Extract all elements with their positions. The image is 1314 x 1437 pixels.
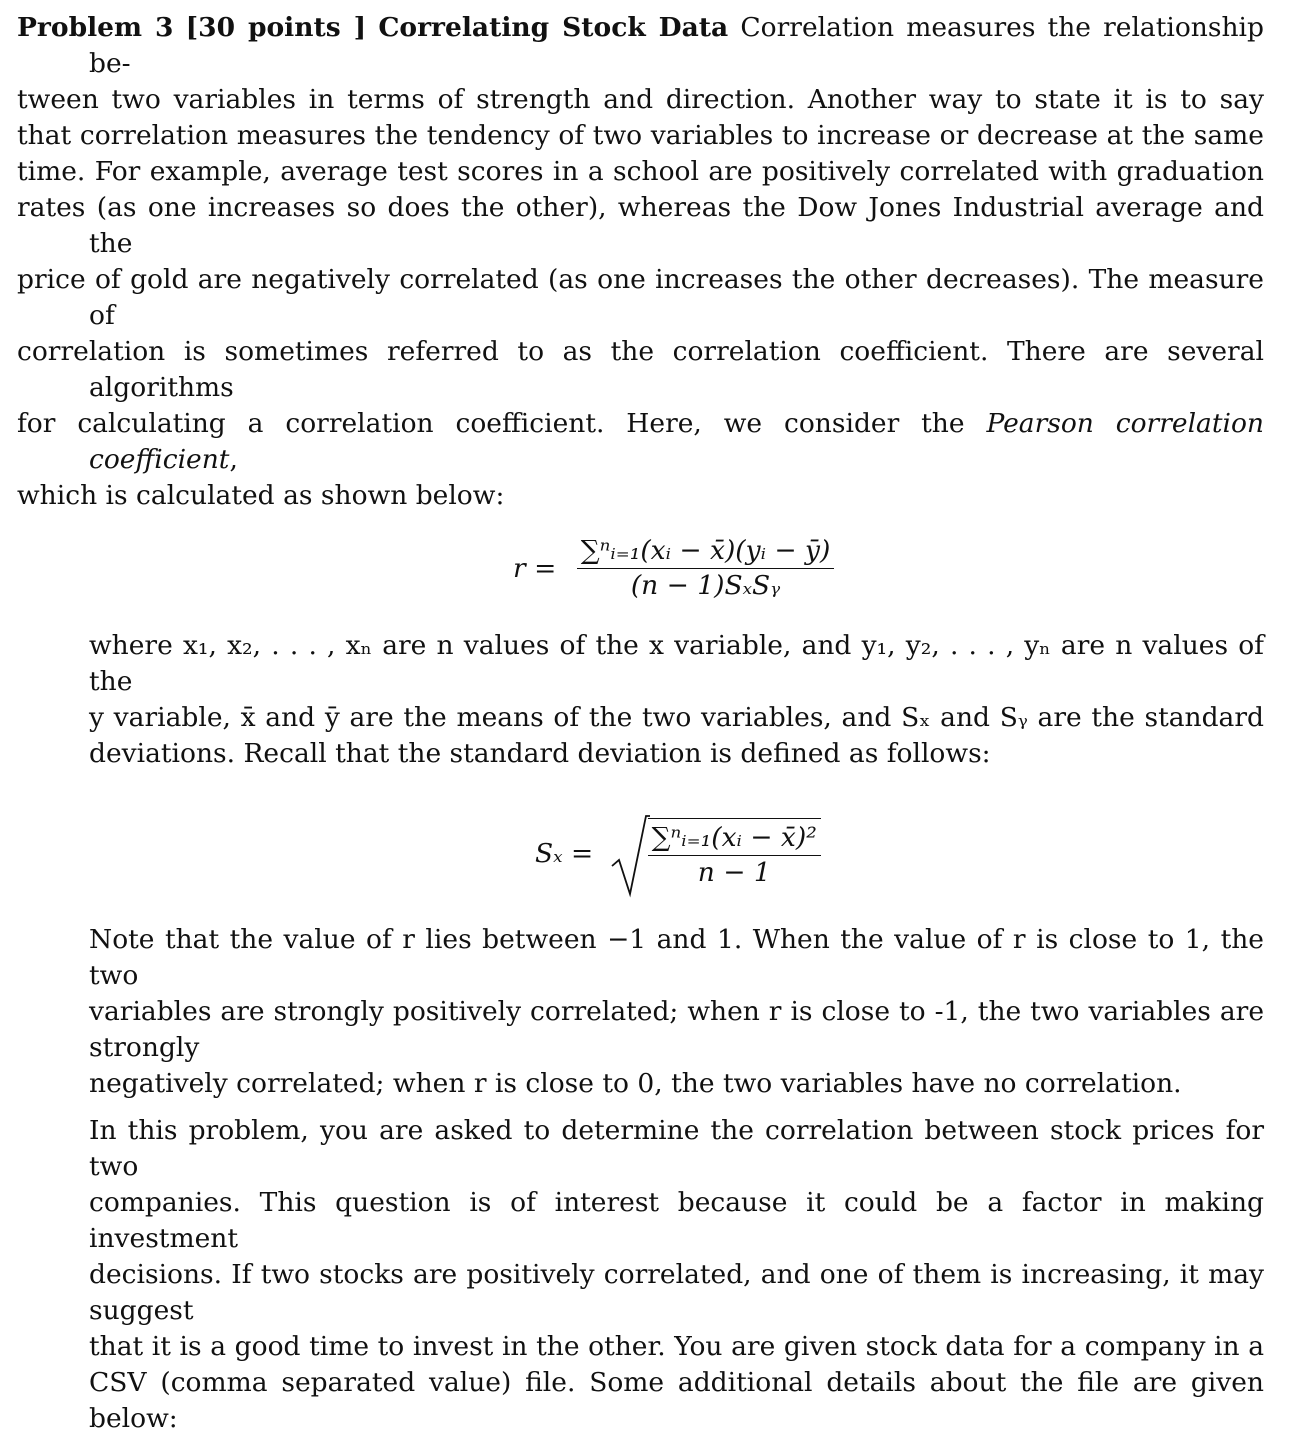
- problem-line-1: In this problem, you are asked to determine the correlation between stock prices for two: [89, 1115, 1264, 1182]
- where-line-2: y variable, x̄ and ȳ are the means of the two variables, and Sₓ and Sᵧ are the standard: [89, 702, 1264, 733]
- intro-text-8a: for calculating a correlation coefficient. Here, we consider the: [17, 408, 965, 439]
- intro-paragraph: [17, 10, 1264, 514]
- pearson-denominator: (n − 1)SₓSᵧ: [630, 570, 781, 601]
- intro-line-4: time. For example, average test scores in a school are positively correlated with graduation: [17, 156, 1264, 187]
- stddev-numerator: ∑ⁿᵢ₌₁(xᵢ − x̄)²: [648, 821, 821, 856]
- intro-line-3: that correlation measures the tendency of two variables to increase or decrease at the same: [17, 120, 1264, 151]
- intro-line-1: [17, 10, 1264, 82]
- stddev-denominator: n − 1: [697, 857, 771, 888]
- where-paragraph: [17, 628, 1264, 772]
- problem-line-3: decisions. If two stocks are positively correlated, and one of them is increasing, it may suggest: [89, 1259, 1264, 1326]
- stddev-equation-body: [535, 818, 821, 890]
- intro-line-8: [17, 406, 1264, 478]
- pearson-lhs: r =: [513, 552, 557, 584]
- problem-points: [30 points ]: [185, 12, 367, 43]
- sqrt-icon: [610, 814, 650, 898]
- problem-line-5: CSV (comma separated value) file. Some additional details about the file are given below:: [89, 1367, 1264, 1434]
- stddev-equation: [17, 812, 1264, 908]
- intro-text-1: Correlation measures the relationship be-: [89, 12, 1264, 79]
- problem-paragraph: [17, 1113, 1264, 1437]
- problem-line-4: that it is a good time to invest in the other. You are given stock data for a company in a: [89, 1331, 1264, 1362]
- intro-line-5: rates (as one increases so does the other), whereas the Dow Jones Industrial average and the: [17, 192, 1264, 259]
- pearson-equation: [17, 528, 1264, 614]
- problem-line-2: companies. This question is of interest because it could be a factor in making investment: [89, 1187, 1264, 1254]
- sqrt-group: [610, 818, 821, 890]
- where-line-1: where x₁, x₂, . . . , xₙ are n values of the x variable, and y₁, y₂, . . . , yₙ are n values of the: [89, 630, 1264, 697]
- intro-line-9: which is calculated as shown below:: [17, 480, 505, 511]
- intro-line-6: price of gold are negatively correlated (as one increases the other decreases). The measure of: [17, 264, 1264, 331]
- problem-label: Problem 3: [17, 12, 174, 43]
- note-line-2: variables are strongly positively correlated; when r is close to -1, the two variables are strongly: [89, 996, 1264, 1063]
- intro-line-2: tween two variables in terms of strength and direction. Another way to state it is to say: [17, 84, 1264, 115]
- intro-line-7: correlation is sometimes referred to as the correlation coefficient. There are several algorithms: [17, 336, 1264, 403]
- problem-title: Correlating Stock Data: [378, 12, 729, 43]
- document-page: [17, 10, 1264, 1437]
- pearson-equation-body: [513, 534, 834, 603]
- note-paragraph: [17, 922, 1264, 1102]
- intro-text-8b: ,: [229, 444, 238, 475]
- where-line-3: deviations. Recall that the standard deviation is defined as follows:: [89, 738, 991, 769]
- stddev-lhs: Sₓ =: [535, 838, 594, 869]
- note-line-1: Note that the value of r lies between −1 and 1. When the value of r is close to 1, the two: [89, 924, 1264, 991]
- note-line-3: negatively correlated; when r is close to 0, the two variables have no correlation.: [89, 1068, 1182, 1099]
- pearson-numerator: ∑ⁿᵢ₌₁(xᵢ − x̄)(yᵢ − ȳ): [577, 534, 835, 569]
- pearson-fraction: [577, 534, 835, 603]
- stddev-fraction: [648, 818, 821, 890]
- pearson-term: Pearson correlation coefficient: [89, 408, 1264, 475]
